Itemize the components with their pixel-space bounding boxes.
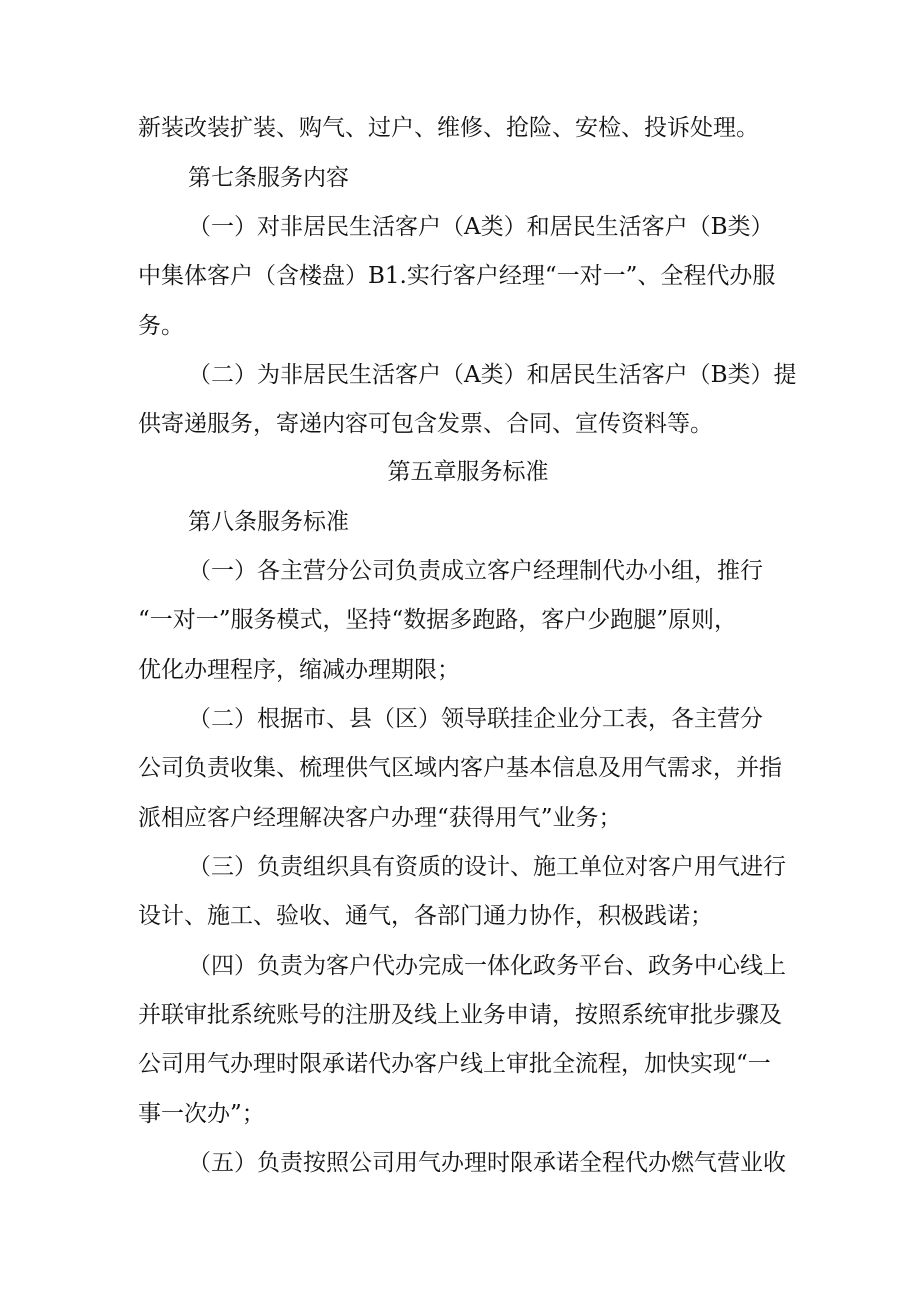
article-heading: 第七条服务内容	[188, 165, 349, 191]
text-line: （一）对非居民生活客户（A类）和居民生活客户（B类）	[188, 214, 774, 240]
text-line: 公司负责收集、梳理供气区域内客户基本信息及用气需求，并指	[138, 755, 782, 781]
text-line: （五）负责按照公司用气办理时限承诺全程代办燃气营业收	[188, 1150, 786, 1176]
text-line: 事一次办”；	[138, 1101, 265, 1127]
text-line: 务。	[138, 313, 184, 339]
text-line: （四）负责为客户代办完成一体化政务平台、政务中心线上	[188, 953, 786, 979]
text-line: 中集体客户（含楼盘）B1.实行客户经理“一对一”、全程代办服	[138, 263, 776, 289]
text-line: “一对一”服务模式，坚持“数据多跑路，客户少跑腿”原则，	[138, 607, 738, 633]
text-line: 供寄递服务，寄递内容可包含发票、合同、宣传资料等。	[138, 411, 713, 437]
text-line: （三）负责组织具有资质的设计、施工单位对客户用气进行	[188, 854, 786, 880]
text-line: 设计、施工、验收、通气，各部门通力协作，积极践诺；	[138, 903, 713, 929]
article-heading: 第八条服务标准	[188, 509, 349, 535]
chapter-heading: 第五章服务标准	[387, 459, 549, 485]
text-line: 优化办理程序，缩减办理期限；	[138, 657, 460, 683]
text-line: 公司用气办理时限承诺代办客户线上审批全流程，加快实现“一	[138, 1051, 771, 1077]
text-line: 派相应客户经理解决客户办理“获得用气”业务；	[138, 805, 622, 831]
text-line: 新装改装扩装、购气、过户、维修、抢险、安检、投诉处理。	[138, 115, 759, 141]
text-line: 并联审批系统账号的注册及线上业务申请，按照系统审批步骤及	[138, 1002, 782, 1028]
text-line: （二）为非居民生活客户（A类）和居民生活客户（B类）提	[188, 362, 797, 388]
text-line: （一）各主营分公司负责成立客户经理制代办小组，推行	[188, 558, 763, 584]
text-line: （二）根据市、县（区）领导联挂企业分工表，各主营分	[188, 706, 763, 732]
